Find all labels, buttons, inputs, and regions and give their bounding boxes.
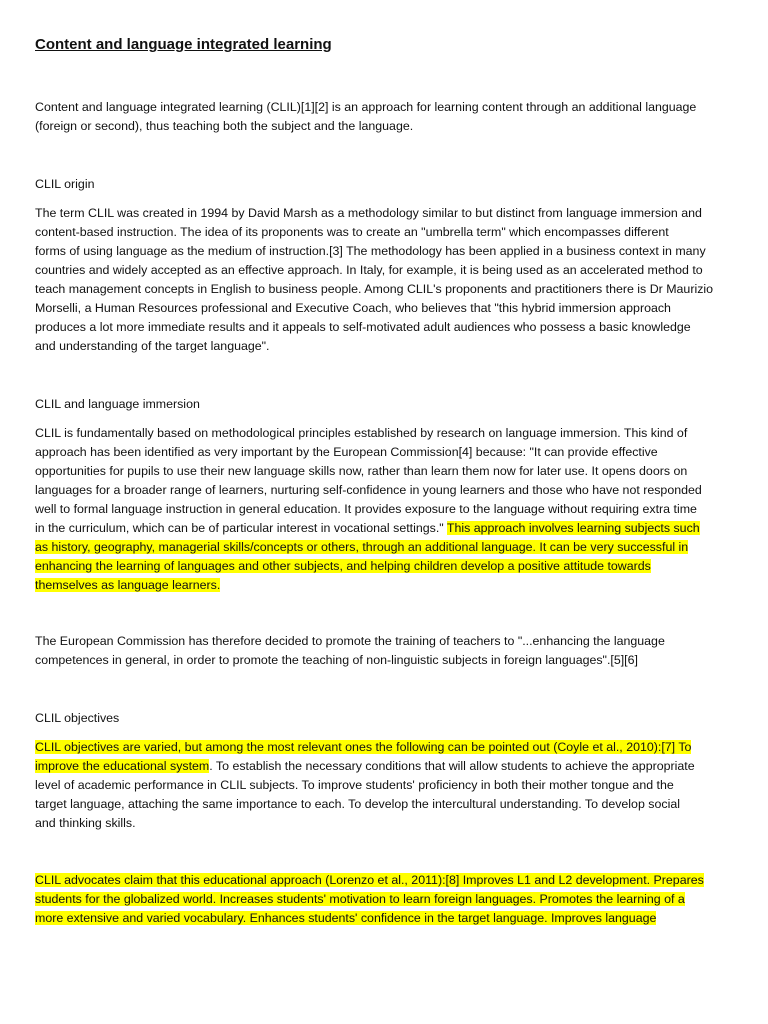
immersion-line-highlighted [35,557,651,576]
origin-line: produces a lot more immediate results and it appeals to self-motivated adult audiences who possess a basic knowledge [35,320,691,334]
highlighted-text: more extensive and varied vocabulary. Enhances students' confidence in the target language. Improves language [35,911,657,925]
advocates-line-highlighted [35,871,704,890]
section-heading-objectives: CLIL objectives [35,711,120,725]
immersion-line: well to formal language instruction in general education. It provides exposure to the language without requiring extra time [35,502,697,516]
section-heading-immersion: CLIL and language immersion [35,397,200,411]
origin-line: Morselli, a Human Resources professional and Executive Coach, who believes that "this hybrid immersion approach [35,301,671,315]
immersion-line-highlighted [35,576,220,595]
advocates-line-highlighted [35,909,656,928]
objectives-line-mixed [35,757,695,776]
highlighted-text: This approach involves learning subjects such [446,521,700,535]
commission-line: competences in general, in order to promote the teaching of non-linguistic subjects in foreign languages".[5][6] [35,653,638,667]
immersion-line: languages for a broader range of learners, nurturing self-confidence in young learners and those who have not responded [35,483,702,497]
highlighted-text: CLIL advocates claim that this educational approach (Lorenzo et al., 2011):[8] Improves L1 and L2 development. Prepares [35,873,704,887]
immersion-line-mixed [35,519,700,538]
objectives-line-highlighted [35,738,691,757]
objectives-line: target language, attaching the same importance to each. To develop the intercultural understanding. To develop social [35,797,680,811]
origin-line: teach management concepts in English to business people. Among CLIL's proponents and practitioners there is Dr Maurizio [35,282,714,296]
immersion-line: opportunities for pupils to use their new language skills now, rather than learn them now for later use. It opens doors on [35,464,688,478]
immersion-line: approach has been identified as very important by the European Commission[4] because: "It can provide effective [35,445,658,459]
highlighted-text: improve the educational system [35,759,210,773]
origin-line: The term CLIL was created in 1994 by David Marsh as a methodology similar to but distinct from language immersion and [35,206,702,220]
immersion-line: CLIL is fundamentally based on methodological principles established by research on language immersion. This kind of [35,426,688,440]
objectives-line: level of academic performance in CLIL subjects. To improve students' proficiency in both their mother tongue and the [35,778,674,792]
advocates-line-highlighted [35,890,685,909]
immersion-plain-text: in the curriculum, which can be of particular interest in vocational settings." [35,521,447,535]
intro-line: (foreign or second), thus teaching both the subject and the language. [35,119,414,133]
origin-line: forms of using language as the medium of instruction.[3] The methodology has been applied in a business context in many [35,244,706,258]
origin-line: countries and widely accepted as an effective approach. In Italy, for example, it is being used as an accelerated method to [35,263,703,277]
objectives-line: and thinking skills. [35,816,136,830]
highlighted-text: as history, geography, managerial skills/concepts or others, through an additional language. It can be very successful in [35,540,689,554]
highlighted-text: themselves as language learners. [35,578,221,592]
highlighted-text: students for the globalized world. Increases students' motivation to learn foreign languages. Promotes the learning of a [35,892,685,906]
origin-line: and understanding of the target language". [35,339,270,353]
highlighted-text: enhancing the learning of languages and other subjects, and helping children develop a positive attitude towards [35,559,651,573]
highlighted-text: CLIL objectives are varied, but among the most relevant ones the following can be pointed out (Coyle et al., 2010):[7] To [35,740,692,754]
intro-line: Content and language integrated learning (CLIL)[1][2] is an approach for learning content through an additional language [35,100,697,114]
objectives-plain-text: . To establish the necessary conditions that will allow students to achieve the appropriate [209,759,695,773]
immersion-line-highlighted [35,538,688,557]
section-heading-origin: CLIL origin [35,177,95,191]
commission-line: The European Commission has therefore decided to promote the training of teachers to "...enhancing the language [35,634,665,648]
document-title: Content and language integrated learning [35,36,332,53]
origin-line: content-based instruction. The idea of its proponents was to create an "umbrella term" which encompasses different [35,225,669,239]
